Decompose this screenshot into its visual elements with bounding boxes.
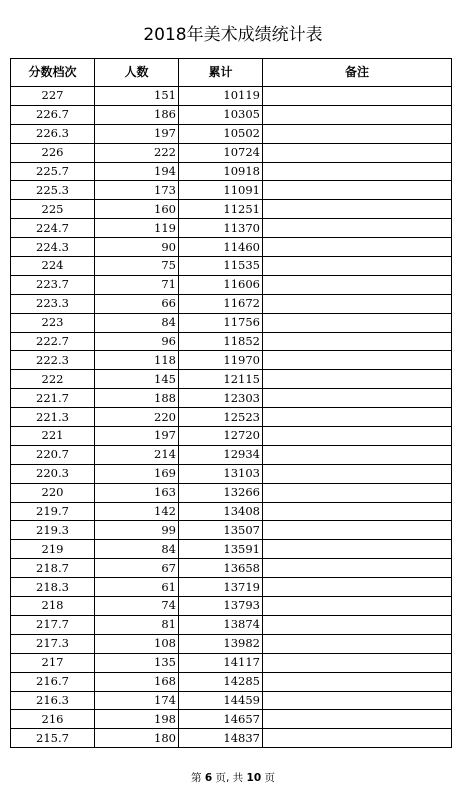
cell-count: 119 [95,219,179,238]
cell-count: 81 [95,615,179,634]
cell-cumulative: 13408 [179,502,263,521]
cell-cumulative: 14657 [179,710,263,729]
cell-count: 75 [95,257,179,276]
cell-score: 220.7 [11,445,95,464]
cell-count: 142 [95,502,179,521]
table-row [11,143,452,162]
cell-remarks [263,445,452,464]
cell-remarks [263,559,452,578]
cell-cumulative: 13658 [179,559,263,578]
cell-score: 221.3 [11,408,95,427]
cell-score: 218 [11,597,95,616]
cell-count: 135 [95,653,179,672]
cell-count: 188 [95,389,179,408]
cell-score: 217 [11,653,95,672]
cell-count: 90 [95,238,179,257]
table-row [11,521,452,540]
cell-remarks [263,578,452,597]
column-header-count: 人数 [95,59,179,87]
cell-remarks [263,294,452,313]
table-row [11,445,452,464]
cell-remarks [263,729,452,748]
table-row [11,483,452,502]
cell-cumulative: 13719 [179,578,263,597]
footer-middle: 页, 共 [212,772,247,784]
cell-cumulative: 10502 [179,124,263,143]
cell-remarks [263,351,452,370]
table-row [11,502,452,521]
cell-remarks [263,275,452,294]
cell-cumulative: 11672 [179,294,263,313]
cell-count: 118 [95,351,179,370]
cell-remarks [263,219,452,238]
table-row [11,87,452,106]
cell-cumulative: 10724 [179,143,263,162]
table-row [11,653,452,672]
table-row [11,427,452,446]
table-row [11,124,452,143]
table-row [11,257,452,276]
cell-score: 220.3 [11,464,95,483]
table-row [11,464,452,483]
cell-cumulative: 14117 [179,653,263,672]
cell-score: 223.3 [11,294,95,313]
table-row [11,162,452,181]
table-row [11,559,452,578]
cell-score: 222.7 [11,332,95,351]
cell-cumulative: 14285 [179,672,263,691]
table-row [11,578,452,597]
cell-cumulative: 12115 [179,370,263,389]
cell-count: 61 [95,578,179,597]
cell-score: 222.3 [11,351,95,370]
cell-count: 220 [95,408,179,427]
cell-count: 174 [95,691,179,710]
cell-remarks [263,87,452,106]
cell-cumulative: 13103 [179,464,263,483]
cell-cumulative: 13507 [179,521,263,540]
cell-remarks [263,464,452,483]
table-row [11,200,452,219]
cell-score: 225.7 [11,162,95,181]
cell-count: 180 [95,729,179,748]
cell-remarks [263,389,452,408]
cell-score: 218.7 [11,559,95,578]
cell-cumulative: 13591 [179,540,263,559]
cell-remarks [263,408,452,427]
cell-cumulative: 13874 [179,615,263,634]
cell-count: 168 [95,672,179,691]
table-row [11,219,452,238]
column-header-remarks: 备注 [263,59,452,87]
cell-count: 197 [95,427,179,446]
cell-count: 194 [95,162,179,181]
cell-remarks [263,238,452,257]
cell-cumulative: 11852 [179,332,263,351]
page-footer [0,770,466,785]
cell-cumulative: 11251 [179,200,263,219]
page-title: 2018年美术成绩统计表 [143,25,323,45]
column-header-score: 分数档次 [11,59,95,87]
cell-cumulative: 11535 [179,257,263,276]
table-row [11,615,452,634]
table-row [11,597,452,616]
cell-cumulative: 10119 [179,87,263,106]
cell-count: 84 [95,313,179,332]
cell-count: 74 [95,597,179,616]
footer-total-pages: 10 [246,772,262,784]
cell-score: 216.3 [11,691,95,710]
cell-remarks [263,615,452,634]
cell-remarks [263,427,452,446]
cell-cumulative: 13982 [179,634,263,653]
cell-remarks [263,502,452,521]
cell-score: 220 [11,483,95,502]
cell-score: 218.3 [11,578,95,597]
cell-remarks [263,181,452,200]
cell-count: 67 [95,559,179,578]
cell-count: 160 [95,200,179,219]
cell-cumulative: 14459 [179,691,263,710]
cell-score: 226.3 [11,124,95,143]
cell-score: 224.3 [11,238,95,257]
table-row [11,181,452,200]
cell-remarks [263,162,452,181]
cell-cumulative: 12303 [179,389,263,408]
footer-prefix: 第 [191,772,205,784]
cell-score: 219.3 [11,521,95,540]
cell-remarks [263,653,452,672]
cell-count: 66 [95,294,179,313]
footer-page-number: 6 [204,772,213,784]
column-header-cumulative: 累计 [179,59,263,87]
cell-score: 221 [11,427,95,446]
cell-count: 96 [95,332,179,351]
cell-score: 224.7 [11,219,95,238]
cell-remarks [263,691,452,710]
cell-remarks [263,124,452,143]
cell-score: 217.3 [11,634,95,653]
table-row [11,408,452,427]
cell-cumulative: 11970 [179,351,263,370]
cell-score: 226.7 [11,105,95,124]
cell-score: 217.7 [11,615,95,634]
cell-remarks [263,370,452,389]
cell-cumulative: 11460 [179,238,263,257]
cell-score: 215.7 [11,729,95,748]
table-row [11,389,452,408]
cell-cumulative: 11606 [179,275,263,294]
cell-count: 84 [95,540,179,559]
cell-count: 186 [95,105,179,124]
cell-score: 223.7 [11,275,95,294]
table-row [11,294,452,313]
table-row [11,710,452,729]
cell-score: 224 [11,257,95,276]
table-row [11,275,452,294]
cell-remarks [263,313,452,332]
cell-count: 99 [95,521,179,540]
cell-cumulative: 11091 [179,181,263,200]
cell-score: 225 [11,200,95,219]
cell-cumulative: 10305 [179,105,263,124]
cell-cumulative: 11370 [179,219,263,238]
cell-score: 219.7 [11,502,95,521]
cell-cumulative: 10918 [179,162,263,181]
cell-remarks [263,200,452,219]
table-row [11,691,452,710]
cell-count: 198 [95,710,179,729]
cell-remarks [263,597,452,616]
cell-cumulative: 14837 [179,729,263,748]
cell-count: 197 [95,124,179,143]
table-row [11,672,452,691]
cell-remarks [263,710,452,729]
cell-remarks [263,105,452,124]
cell-cumulative: 12934 [179,445,263,464]
footer-suffix: 页 [261,772,275,784]
score-table [10,58,452,748]
cell-remarks [263,332,452,351]
cell-remarks [263,540,452,559]
cell-score: 227 [11,87,95,106]
table-row [11,540,452,559]
table-header-row [11,59,452,87]
table-row [11,634,452,653]
table-row [11,370,452,389]
cell-cumulative: 13266 [179,483,263,502]
cell-count: 145 [95,370,179,389]
cell-remarks [263,143,452,162]
cell-score: 223 [11,313,95,332]
cell-count: 222 [95,143,179,162]
table-row [11,238,452,257]
cell-count: 71 [95,275,179,294]
cell-cumulative: 13793 [179,597,263,616]
cell-count: 173 [95,181,179,200]
cell-remarks [263,257,452,276]
cell-score: 221.7 [11,389,95,408]
cell-cumulative: 12720 [179,427,263,446]
table-row [11,332,452,351]
cell-cumulative: 12523 [179,408,263,427]
cell-score: 219 [11,540,95,559]
cell-count: 169 [95,464,179,483]
table-row [11,729,452,748]
cell-score: 222 [11,370,95,389]
table-row [11,351,452,370]
cell-remarks [263,672,452,691]
cell-count: 151 [95,87,179,106]
cell-score: 216 [11,710,95,729]
cell-score: 226 [11,143,95,162]
cell-count: 214 [95,445,179,464]
cell-score: 216.7 [11,672,95,691]
table-row [11,105,452,124]
cell-count: 108 [95,634,179,653]
table-body [11,87,452,748]
cell-score: 225.3 [11,181,95,200]
cell-remarks [263,483,452,502]
cell-remarks [263,521,452,540]
cell-remarks [263,634,452,653]
cell-count: 163 [95,483,179,502]
cell-cumulative: 11756 [179,313,263,332]
table-row [11,313,452,332]
